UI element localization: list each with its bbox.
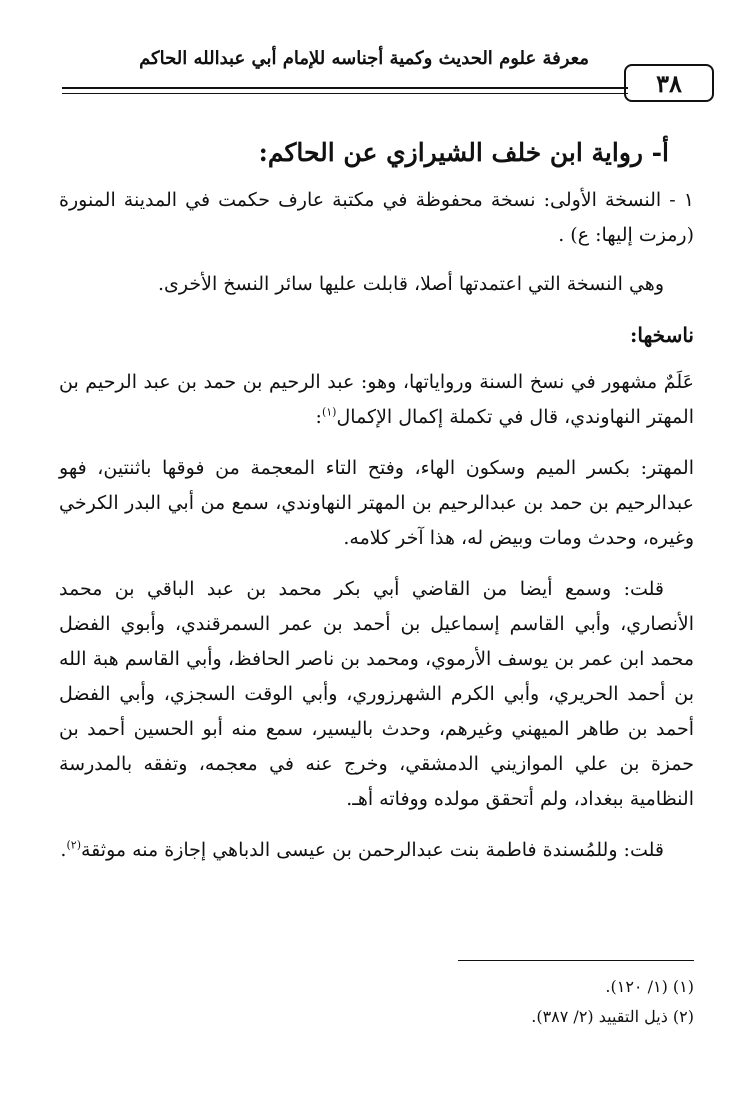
paragraph-ijaza-end: . [60, 839, 67, 861]
paragraph-manuscript-one: ١ - النسخة الأولى: نسخة محفوظة في مكتبة عارف حكمت في المدينة المنورة (رمزت إليها: ع) . [59, 189, 694, 246]
paragraph-copyist-intro-text: عَلَمٌ مشهور في نسخ السنة ورواياتها، وهو: عبد الرحيم بن حمد بن عبد الرحيم بن المهتر النهاوندي، قال في تكملة إكمال الإكمال [59, 371, 694, 428]
paragraph-mihtar-quote: المهتر: بكسر الميم وسكون الهاء، وفتح التاء المعجمة من فوقها باثنتين، فهو عبدالرحيم بن حمد بن عبدالرحيم بن المهتر النهاوندي، سمع من أبي البدر الكرخي وغيره، وحدث ومات وبيض له، هذا آخر كلامه. [59, 457, 694, 549]
paragraph-ijaza-text: قلت: وللمُسندة فاطمة بنت عبدالرحمن بن عيسى الدباهي إجازة منه موثقة [80, 839, 664, 861]
subheading-copyist: ناسخها: [629, 323, 694, 347]
header-rule [62, 87, 628, 94]
running-title: معرفة علوم الحديث وكمية أجناسه للإمام أبي عبدالله الحاكم [139, 48, 589, 69]
footnote-2: (٢) ذيل التقييد (٢/ ٣٨٧). [531, 1007, 694, 1026]
footnotes [59, 972, 694, 1032]
paragraph-copyist-intro [59, 365, 694, 435]
paragraph-teachers: قلت: وسمع أيضا من القاضي أبي بكر محمد بن عبد الباقي بن محمد الأنصاري، وأبي القاسم إسماعيل بن أحمد بن عمر السمرقندي، وأبوي الفضل محمد ابن عمر بن يوسف الأرموي، ومحمد بن ناصر الحافظ، وأبي القاسم هبة الله بن أحمد الحريري، وأبي الكرم الشهرزوري، وأبي الوقت السجزي، وأبي الفضل أحمد بن طاهر الميهني وغيرهم، وحدث باليسير، سمع منه أبو الحسين أحمد بن حمزة بن علي الموازيني الدمشقي، وخرج عنه في معجمه، وتفقه بالمدرسة النظامية ببغداد، ولم أتحقق مولده ووفاته أهـ. [59, 578, 694, 810]
paragraph-ijaza [59, 833, 694, 868]
page-number: ٣٨ [624, 64, 714, 102]
footnote-1: (١) (١/ ١٢٠). [605, 977, 694, 996]
section-heading: أ- رواية ابن خلف الشيرازي عن الحاكم: [258, 138, 669, 167]
footnote-rule [458, 960, 694, 961]
footnote-ref-2[interactable]: (٢) [66, 838, 81, 852]
footnote-ref-1[interactable]: (١) [321, 405, 337, 419]
body-content [59, 138, 694, 868]
paragraph-copyist-intro-end: : [315, 406, 322, 428]
paragraph-base-copy: وهي النسخة التي اعتمدتها أصلا، قابلت عليها سائر النسخ الأخرى. [157, 273, 664, 295]
